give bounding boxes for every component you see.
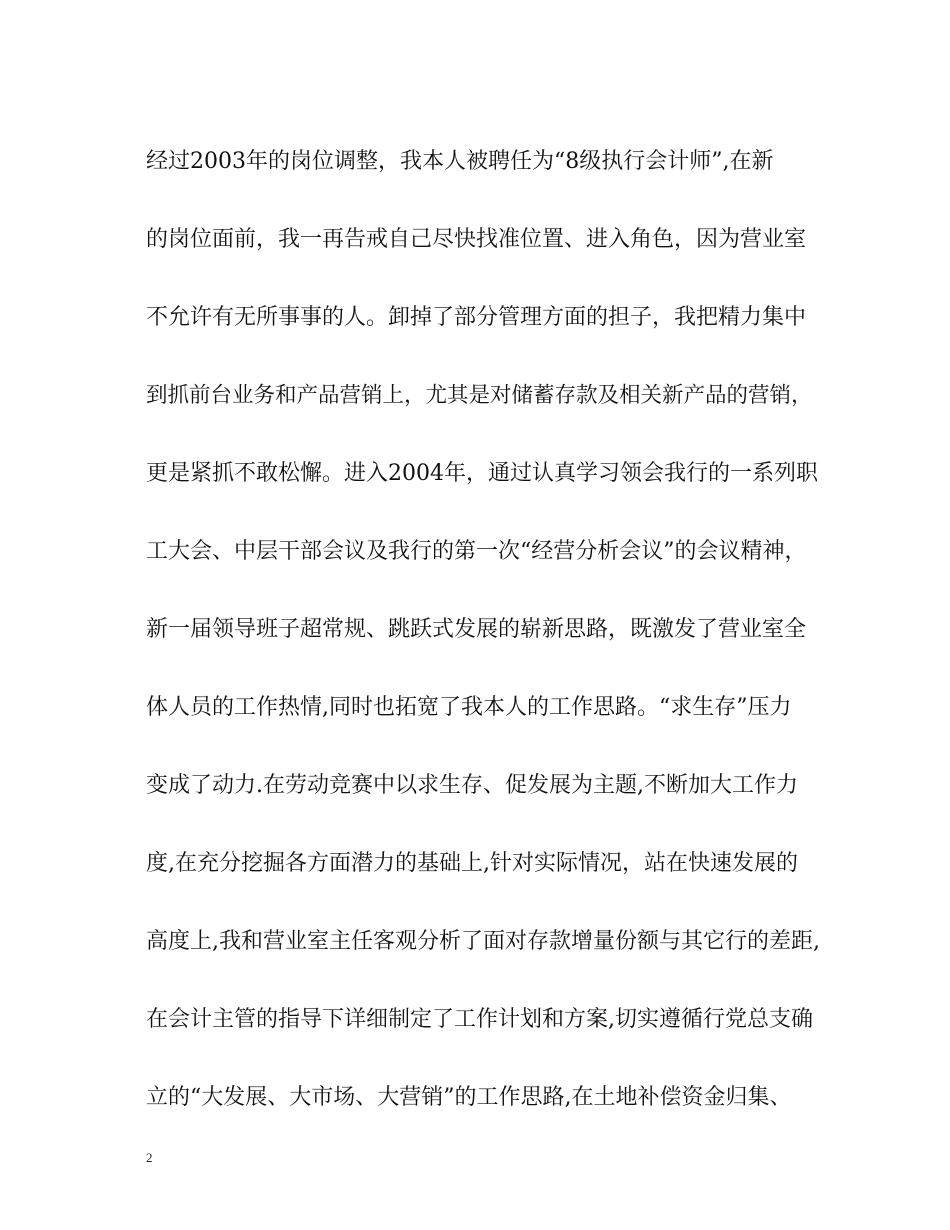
text-line: 经过2003年的岗位调整，我本人被聘任为“8级执行会计师”,在新 (146, 149, 774, 174)
text-line: 工大会、中层干部会议及我行的第一次“经营分析会议”的会议精神， (146, 539, 807, 564)
text-line: 到抓前台业务和产品营销上，尤其是对储蓄存款及相关新产品的营销， (146, 383, 813, 408)
text-line: 新一届领导班子超常规、跳跃式发展的崭新思路，既激发了营业室全 (146, 617, 807, 642)
text-line: 度,在充分挖掘各方面潜力的基础上,针对实际情况，站在快速发展的 (146, 851, 798, 876)
page-number: 2 (146, 1150, 153, 1165)
text-line: 变成了动力.在劳动竞赛中以求生存、促发展为主题,不断加大工作力 (146, 773, 798, 798)
text-line: 在会计主管的指导下详细制定了工作计划和方案,切实遵循行党总支确 (146, 1007, 813, 1032)
text-line: 立的“大发展、大市场、大营销”的工作思路,在土地补偿资金归集、 (146, 1085, 792, 1110)
body-text (146, 139, 820, 1153)
text-line: 更是紧抓不敢松懈。进入2004年，通过认真学习领会我行的一系列职 (146, 461, 818, 486)
text-line: 高度上,我和营业室主任客观分析了面对存款增量份额与其它行的差距, (146, 929, 820, 954)
text-line: 的岗位面前，我一再告戒自己尽快找准位置、进入角色，因为营业室 (146, 227, 807, 252)
text-line: 不允许有无所事事的人。卸掉了部分管理方面的担子，我把精力集中 (146, 305, 807, 330)
text-line: 体人员的工作热情,同时也拓宽了我本人的工作思路。“求生存”压力 (146, 695, 792, 720)
